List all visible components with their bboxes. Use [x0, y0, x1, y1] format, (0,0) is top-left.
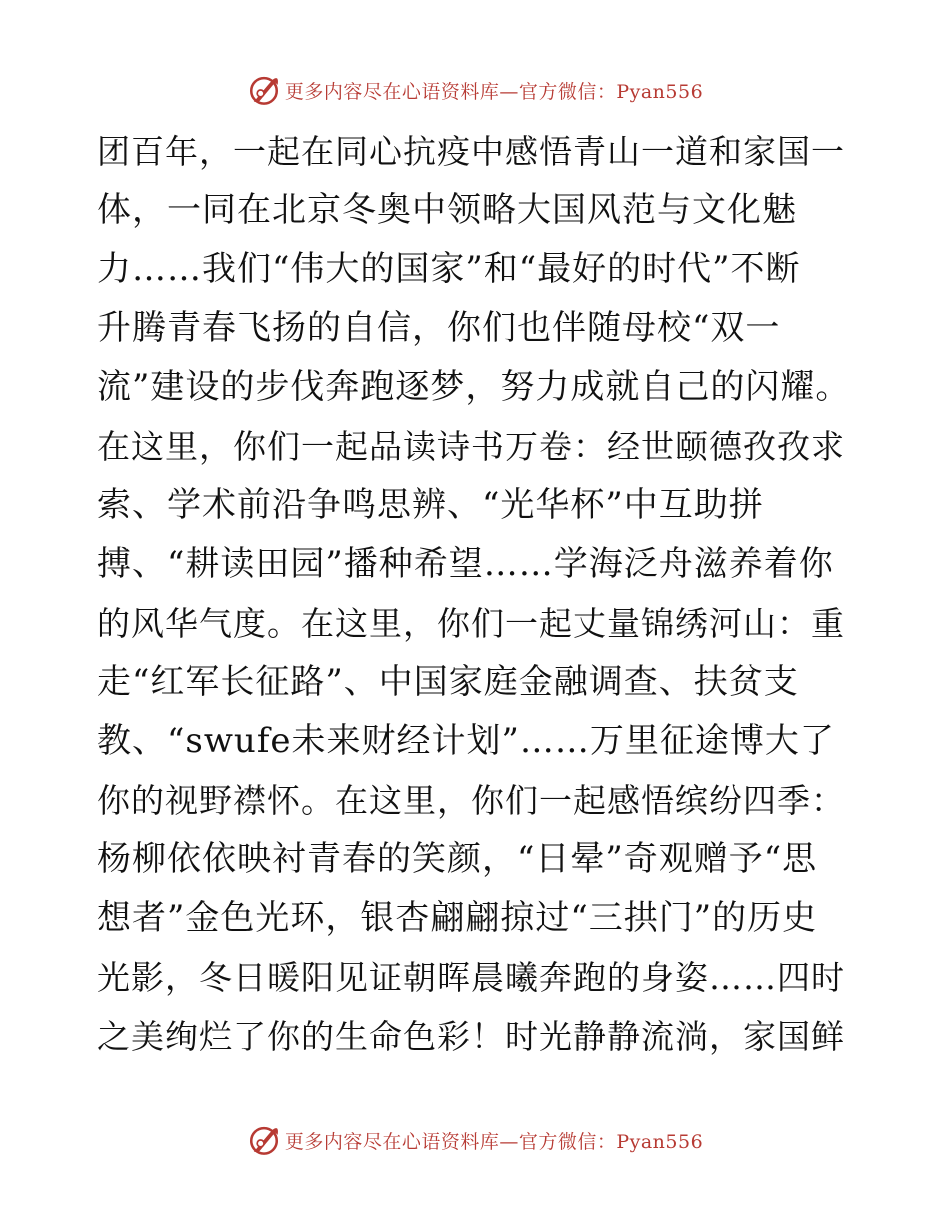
- quill-pen-circle-icon: [247, 73, 281, 107]
- header-banner-text: 更多内容尽在心语资料库—官方微信：Pyan556: [284, 80, 704, 103]
- text-line: 光影，冬日暖阳见证朝晖晨曦奔跑的身姿……四时: [97, 958, 845, 997]
- text-line: 团百年，一起在同心抗疫中感悟青山一道和家国一: [97, 132, 845, 171]
- text-line: 升腾青春飞扬的自信，你们也伴随母校“双一: [97, 308, 781, 348]
- header-banner: [0, 70, 950, 110]
- text-line: 想者”金色光环，银杏翩翩掠过“三拱门”的历史: [97, 898, 818, 938]
- footer-banner: [0, 1120, 950, 1160]
- text-line: 教、“swufe未来财经计划”……万里征途博大了: [97, 721, 835, 761]
- text-line: 之美绚烂了你的生命色彩！时光静静流淌，家国鲜: [97, 1017, 845, 1056]
- text-line: 力……我们“伟大的国家”和“最好的时代”不断: [97, 249, 801, 289]
- document-body: [97, 122, 857, 1066]
- text-line: 搏、“耕读田园”播种希望……学海泛舟滋养着你: [97, 544, 834, 584]
- text-line: 索、学术前沿争鸣思辨、“光华杯”中互助拼: [97, 485, 764, 525]
- text-line: 杨柳依依映衬青春的笑颜，“日晕”奇观赠予“思: [97, 839, 818, 879]
- text-line: 走“红军长征路”、中国家庭金融调查、扶贫支: [97, 662, 799, 702]
- text-line: 的风华气度。在这里，你们一起丈量锦绣河山：重: [97, 604, 845, 643]
- text-line: 在这里，你们一起品读诗书万卷：经世颐德孜孜求: [97, 427, 845, 466]
- footer-banner-text: 更多内容尽在心语资料库—官方微信：Pyan556: [284, 1130, 704, 1153]
- text-line: 你的视野襟怀。在这里，你们一起感悟缤纷四季：: [97, 781, 845, 820]
- quill-pen-circle-icon: [247, 1123, 281, 1157]
- text-line: 体，一同在北京冬奥中领略大国风范与文化魅: [97, 190, 797, 230]
- text-line: 流”建设的步伐奔跑逐梦，努力成就自己的闪耀。: [97, 367, 851, 407]
